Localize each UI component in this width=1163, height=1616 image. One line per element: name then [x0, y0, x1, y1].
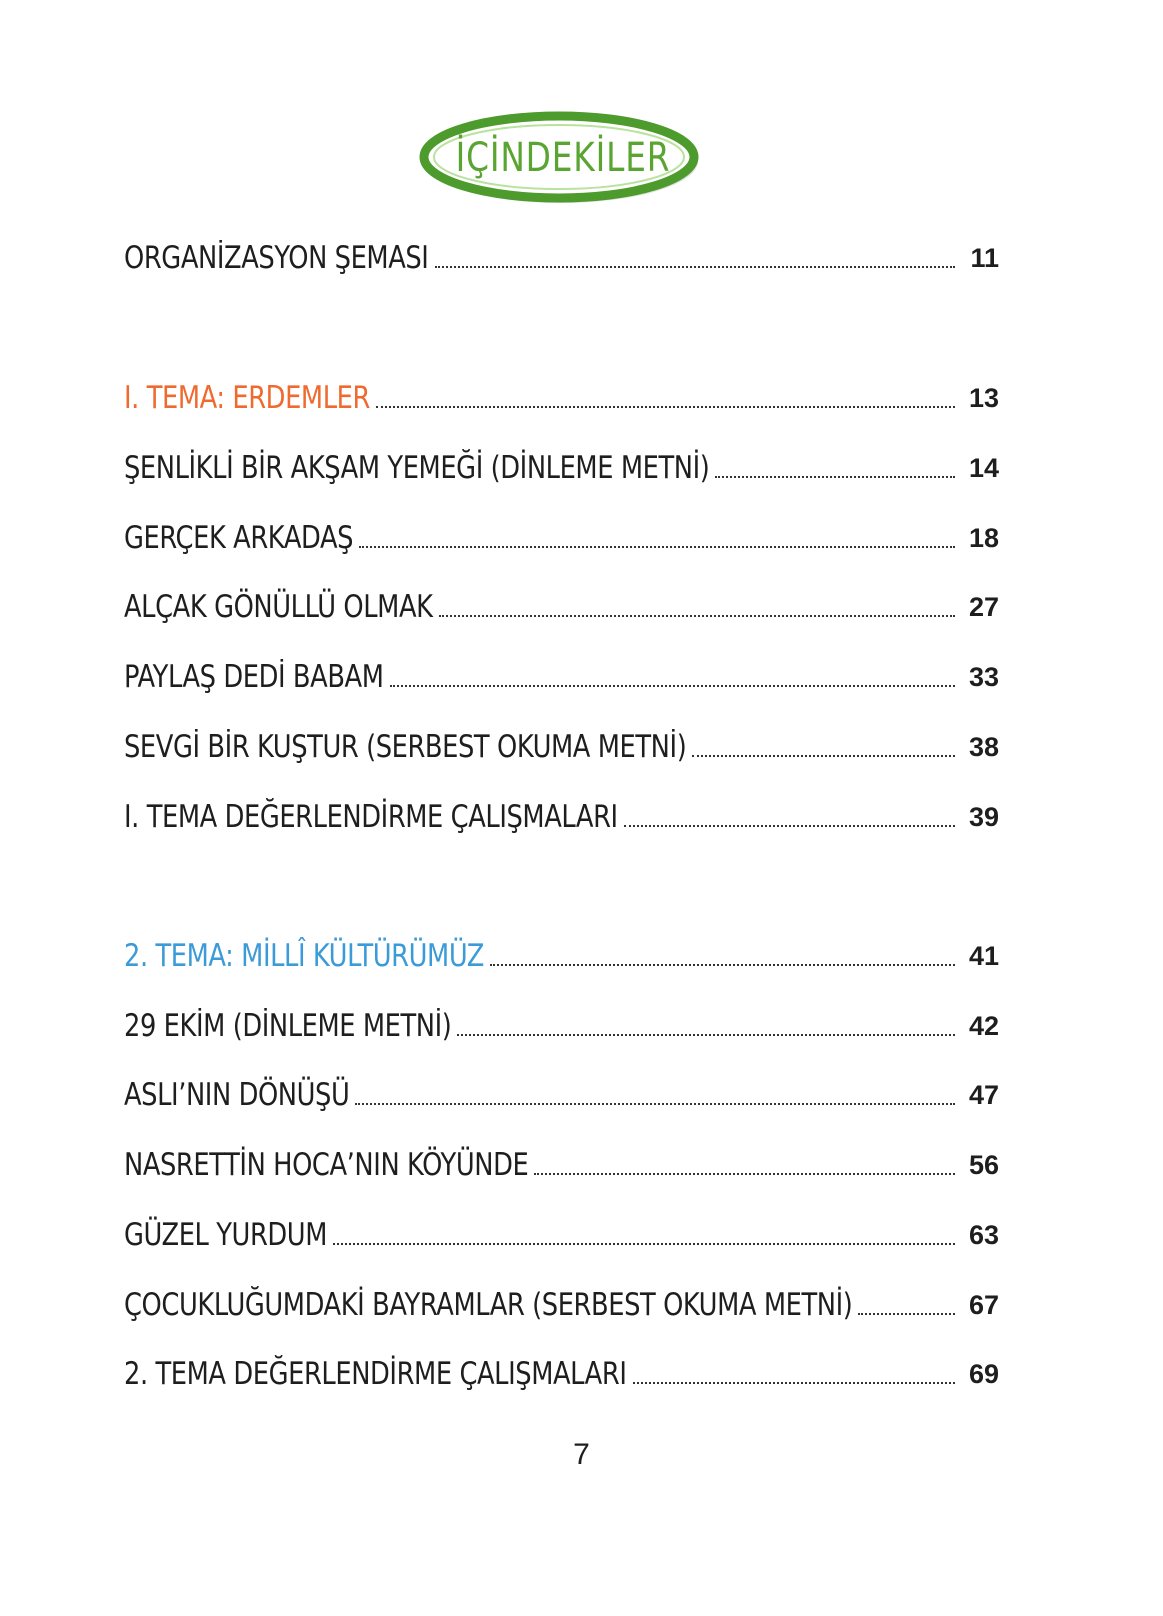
title-badge [418, 108, 708, 208]
toc-entry-page: 41 [968, 941, 999, 971]
toc-entry-title: I. TEMA: ERDEMLER [124, 380, 370, 416]
toc-entry-title: 29 EKİM (DİNLEME METNİ) [124, 1008, 452, 1044]
dot-leader [692, 755, 955, 757]
toc-entry-page: 69 [968, 1359, 999, 1389]
dot-leader [624, 825, 955, 827]
toc-entry-page: 39 [968, 802, 999, 832]
toc-entry-title: PAYLAŞ DEDİ BABAM [124, 659, 384, 695]
toc-entry-page: 11 [970, 243, 999, 273]
toc-entry-page: 56 [968, 1150, 999, 1180]
dot-leader [439, 615, 955, 617]
dot-leader [633, 1382, 955, 1384]
toc-entry-title: 2. TEMA: MİLLÎ KÜLTÜRÜMÜZ [124, 938, 485, 974]
dot-leader [359, 546, 955, 548]
toc-entry-title: GERÇEK ARKADAŞ [124, 520, 354, 556]
dot-leader [858, 1313, 955, 1315]
toc-theme-heading[interactable] [124, 376, 999, 420]
toc-entry-page: 33 [968, 662, 999, 692]
toc-entry-title: ŞENLİKLİ BİR AKŞAM YEMEĞİ (DİNLEME METNİ) [124, 450, 710, 486]
toc-entry-title: GÜZEL YURDUM [124, 1217, 328, 1253]
toc-entry-page: 13 [968, 383, 999, 413]
dot-leader [333, 1243, 955, 1245]
toc-entry[interactable] [124, 1073, 999, 1117]
toc-entry-title: I. TEMA DEĞERLENDİRME ÇALIŞMALARI [124, 799, 618, 835]
toc-entry-title: ALÇAK GÖNÜLLÜ OLMAK [124, 589, 433, 625]
dot-leader [355, 1103, 955, 1105]
toc-entry-title: 2. TEMA DEĞERLENDİRME ÇALIŞMALARI [124, 1356, 627, 1392]
toc-entry-page: 38 [968, 732, 999, 762]
toc-entry-page: 47 [968, 1080, 999, 1110]
toc-entry[interactable] [124, 516, 999, 560]
toc-entry[interactable] [124, 725, 999, 769]
toc-entry-title: ASLI’NIN DÖNÜŞÜ [124, 1077, 350, 1113]
dot-leader [376, 406, 955, 408]
toc-entry[interactable] [124, 1283, 999, 1327]
toc-entry[interactable] [124, 236, 999, 280]
page-title: İÇİNDEKİLER [455, 135, 671, 181]
toc-entry[interactable] [124, 795, 999, 839]
toc-entry-page: 42 [968, 1011, 999, 1041]
toc-entry[interactable] [124, 446, 999, 490]
toc-entry-page: 14 [968, 453, 999, 483]
toc-theme-heading[interactable] [124, 934, 999, 978]
toc-entry[interactable] [124, 1352, 999, 1396]
dot-leader [715, 476, 955, 478]
page-number: 7 [573, 1438, 590, 1471]
toc-entry[interactable] [124, 1004, 999, 1048]
toc-entry[interactable] [124, 585, 999, 629]
toc-entry[interactable] [124, 1213, 999, 1257]
toc-entry-title: NASRETTİN HOCA’NIN KÖYÜNDE [124, 1147, 529, 1183]
dot-leader [534, 1173, 955, 1175]
toc-entry-page: 67 [968, 1290, 999, 1320]
dot-leader [490, 964, 955, 966]
dot-leader [457, 1034, 955, 1036]
toc-entry[interactable] [124, 1143, 999, 1187]
toc-entry[interactable] [124, 655, 999, 699]
toc-entry-title: ÇOCUKLUĞUMDAKİ BAYRAMLAR (SERBEST OKUMA METNİ) [124, 1287, 853, 1323]
toc-entry-page: 18 [968, 523, 999, 553]
toc-entry-page: 63 [968, 1220, 999, 1250]
dot-leader [390, 685, 955, 687]
toc-entry-title: SEVGİ BİR KUŞTUR (SERBEST OKUMA METNİ) [124, 729, 687, 765]
toc-entry-title: ORGANİZASYON ŞEMASI [124, 240, 429, 276]
dot-leader [435, 266, 956, 268]
toc-entry-page: 27 [968, 592, 999, 622]
